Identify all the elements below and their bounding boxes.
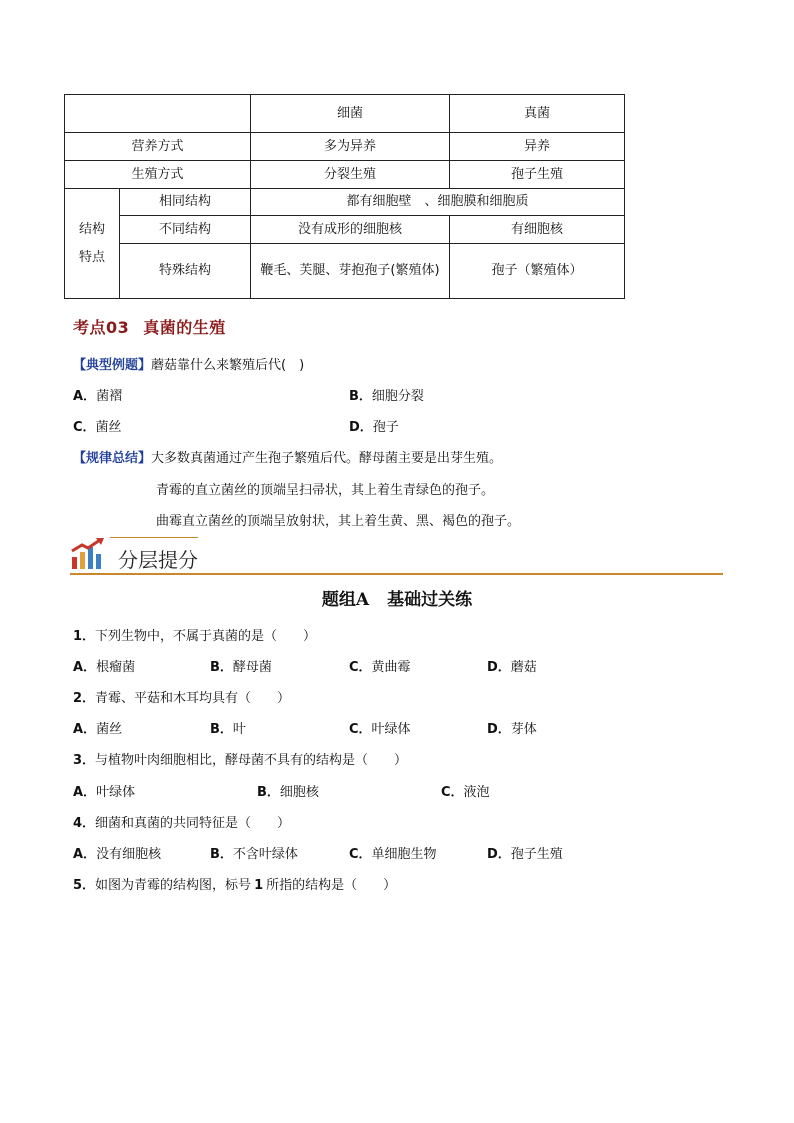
group-title: 题组A 基础过关练 [321, 590, 473, 610]
table-header-row [65, 95, 625, 133]
table-row [65, 244, 625, 299]
comparison-table [64, 94, 625, 299]
example-question-text: 蘑菇靠什么来繁殖后代( ) [151, 358, 305, 373]
question-1: 1．下列生物中，不属于真菌的是（ ） [73, 629, 317, 644]
cell-fungi: 孢子生殖 [450, 161, 625, 189]
table-row [65, 216, 625, 244]
cell-bacteria: 鞭毛、芙腿、芽抱孢子(繁殖体) [251, 244, 450, 299]
q4-option-d: D．孢子生殖 [487, 847, 563, 862]
q3-option-b: B．细胞核 [257, 785, 319, 800]
q2-option-b: B．叶 [210, 722, 246, 737]
table-row [65, 189, 625, 216]
row-label: 生殖方式 [65, 161, 251, 189]
structure-label-line2: 特点 [78, 249, 105, 265]
q1-option-b: B．酵母菌 [210, 660, 272, 675]
q3-option-a: A．叶绿体 [73, 785, 136, 800]
header-bacteria: 细菌 [251, 95, 450, 133]
cell-bacteria: 分裂生殖 [251, 161, 450, 189]
question-3: 3．与植物叶肉细胞相比，酵母菌不具有的结构是（ ） [73, 753, 408, 768]
example-option-d: D．孢子 [349, 420, 399, 435]
header-fungi: 真菌 [450, 95, 625, 133]
row-label: 相同结构 [120, 189, 251, 216]
kaodian-name: 真菌的生殖 [143, 318, 226, 337]
section-title: 分层提分 [118, 548, 198, 572]
q2-option-d: D．芽体 [487, 722, 537, 737]
cell-shared: 都有细胞壁 、细胞膜和细胞质 [251, 189, 625, 216]
kaodian-number: 考点03 [73, 318, 130, 337]
cell-fungi: 有细胞核 [450, 216, 625, 244]
kaodian-title [73, 315, 226, 338]
section-rule [70, 573, 723, 575]
section-header [70, 537, 723, 575]
question-4: 4．细菌和真菌的共同特征是（ ） [73, 816, 291, 831]
row-label: 特殊结构 [120, 244, 251, 299]
q4-option-b: B．不含叶绿体 [210, 847, 298, 862]
cell-bacteria: 没有成形的细胞核 [251, 216, 450, 244]
cell-fungi: 异养 [450, 133, 625, 161]
summary-line-2: 青霉的直立菌丝的顶端呈扫帚状，其上着生青绿色的孢子。 [156, 483, 495, 498]
q4-option-a: A．没有细胞核 [73, 847, 162, 862]
example-tag: 【典型例题】 [73, 358, 152, 373]
summary-tag: 【规律总结】 [73, 451, 152, 466]
cell-bacteria: 多为异养 [251, 133, 450, 161]
table-corner-cell [65, 95, 251, 133]
table-row [65, 161, 625, 189]
q1-option-d: D．蘑菇 [487, 660, 537, 675]
question-5: 5．如图为青霉的结构图，标号 1 所指的结构是（ ） [73, 878, 397, 893]
q1-option-a: A．根瘤菌 [73, 660, 136, 675]
q4-option-c: C．单细胞生物 [349, 847, 437, 862]
q3-option-c: C．液泡 [441, 785, 490, 800]
structure-label-line1: 结构 [78, 221, 105, 237]
summary-line-1: 【规律总结】大多数真菌通过产生孢子繁殖后代。酵母菌主要是出芽生殖。 [73, 451, 503, 466]
example-option-a: A．菌褶 [73, 389, 123, 404]
example-option-c: C．菌丝 [73, 420, 122, 435]
summary-line-3: 曲霉直立菌丝的顶端呈放射状，其上着生黄、黑、褐色的孢子。 [156, 514, 521, 529]
example-question [73, 354, 304, 373]
cell-fungi: 孢子（繁殖体） [450, 244, 625, 299]
q2-option-a: A．菌丝 [73, 722, 123, 737]
structure-group-label [65, 189, 120, 299]
row-label: 营养方式 [65, 133, 251, 161]
question-2: 2．青霉、平菇和木耳均具有（ ） [73, 691, 291, 706]
row-label: 不同结构 [120, 216, 251, 244]
bar-chart-arrow-icon [70, 537, 108, 571]
section-top-rule [110, 537, 198, 538]
q2-option-c: C．叶绿体 [349, 722, 411, 737]
example-option-b: B．细胞分裂 [349, 389, 424, 404]
q1-option-c: C．黄曲霉 [349, 660, 411, 675]
table-row [65, 133, 625, 161]
